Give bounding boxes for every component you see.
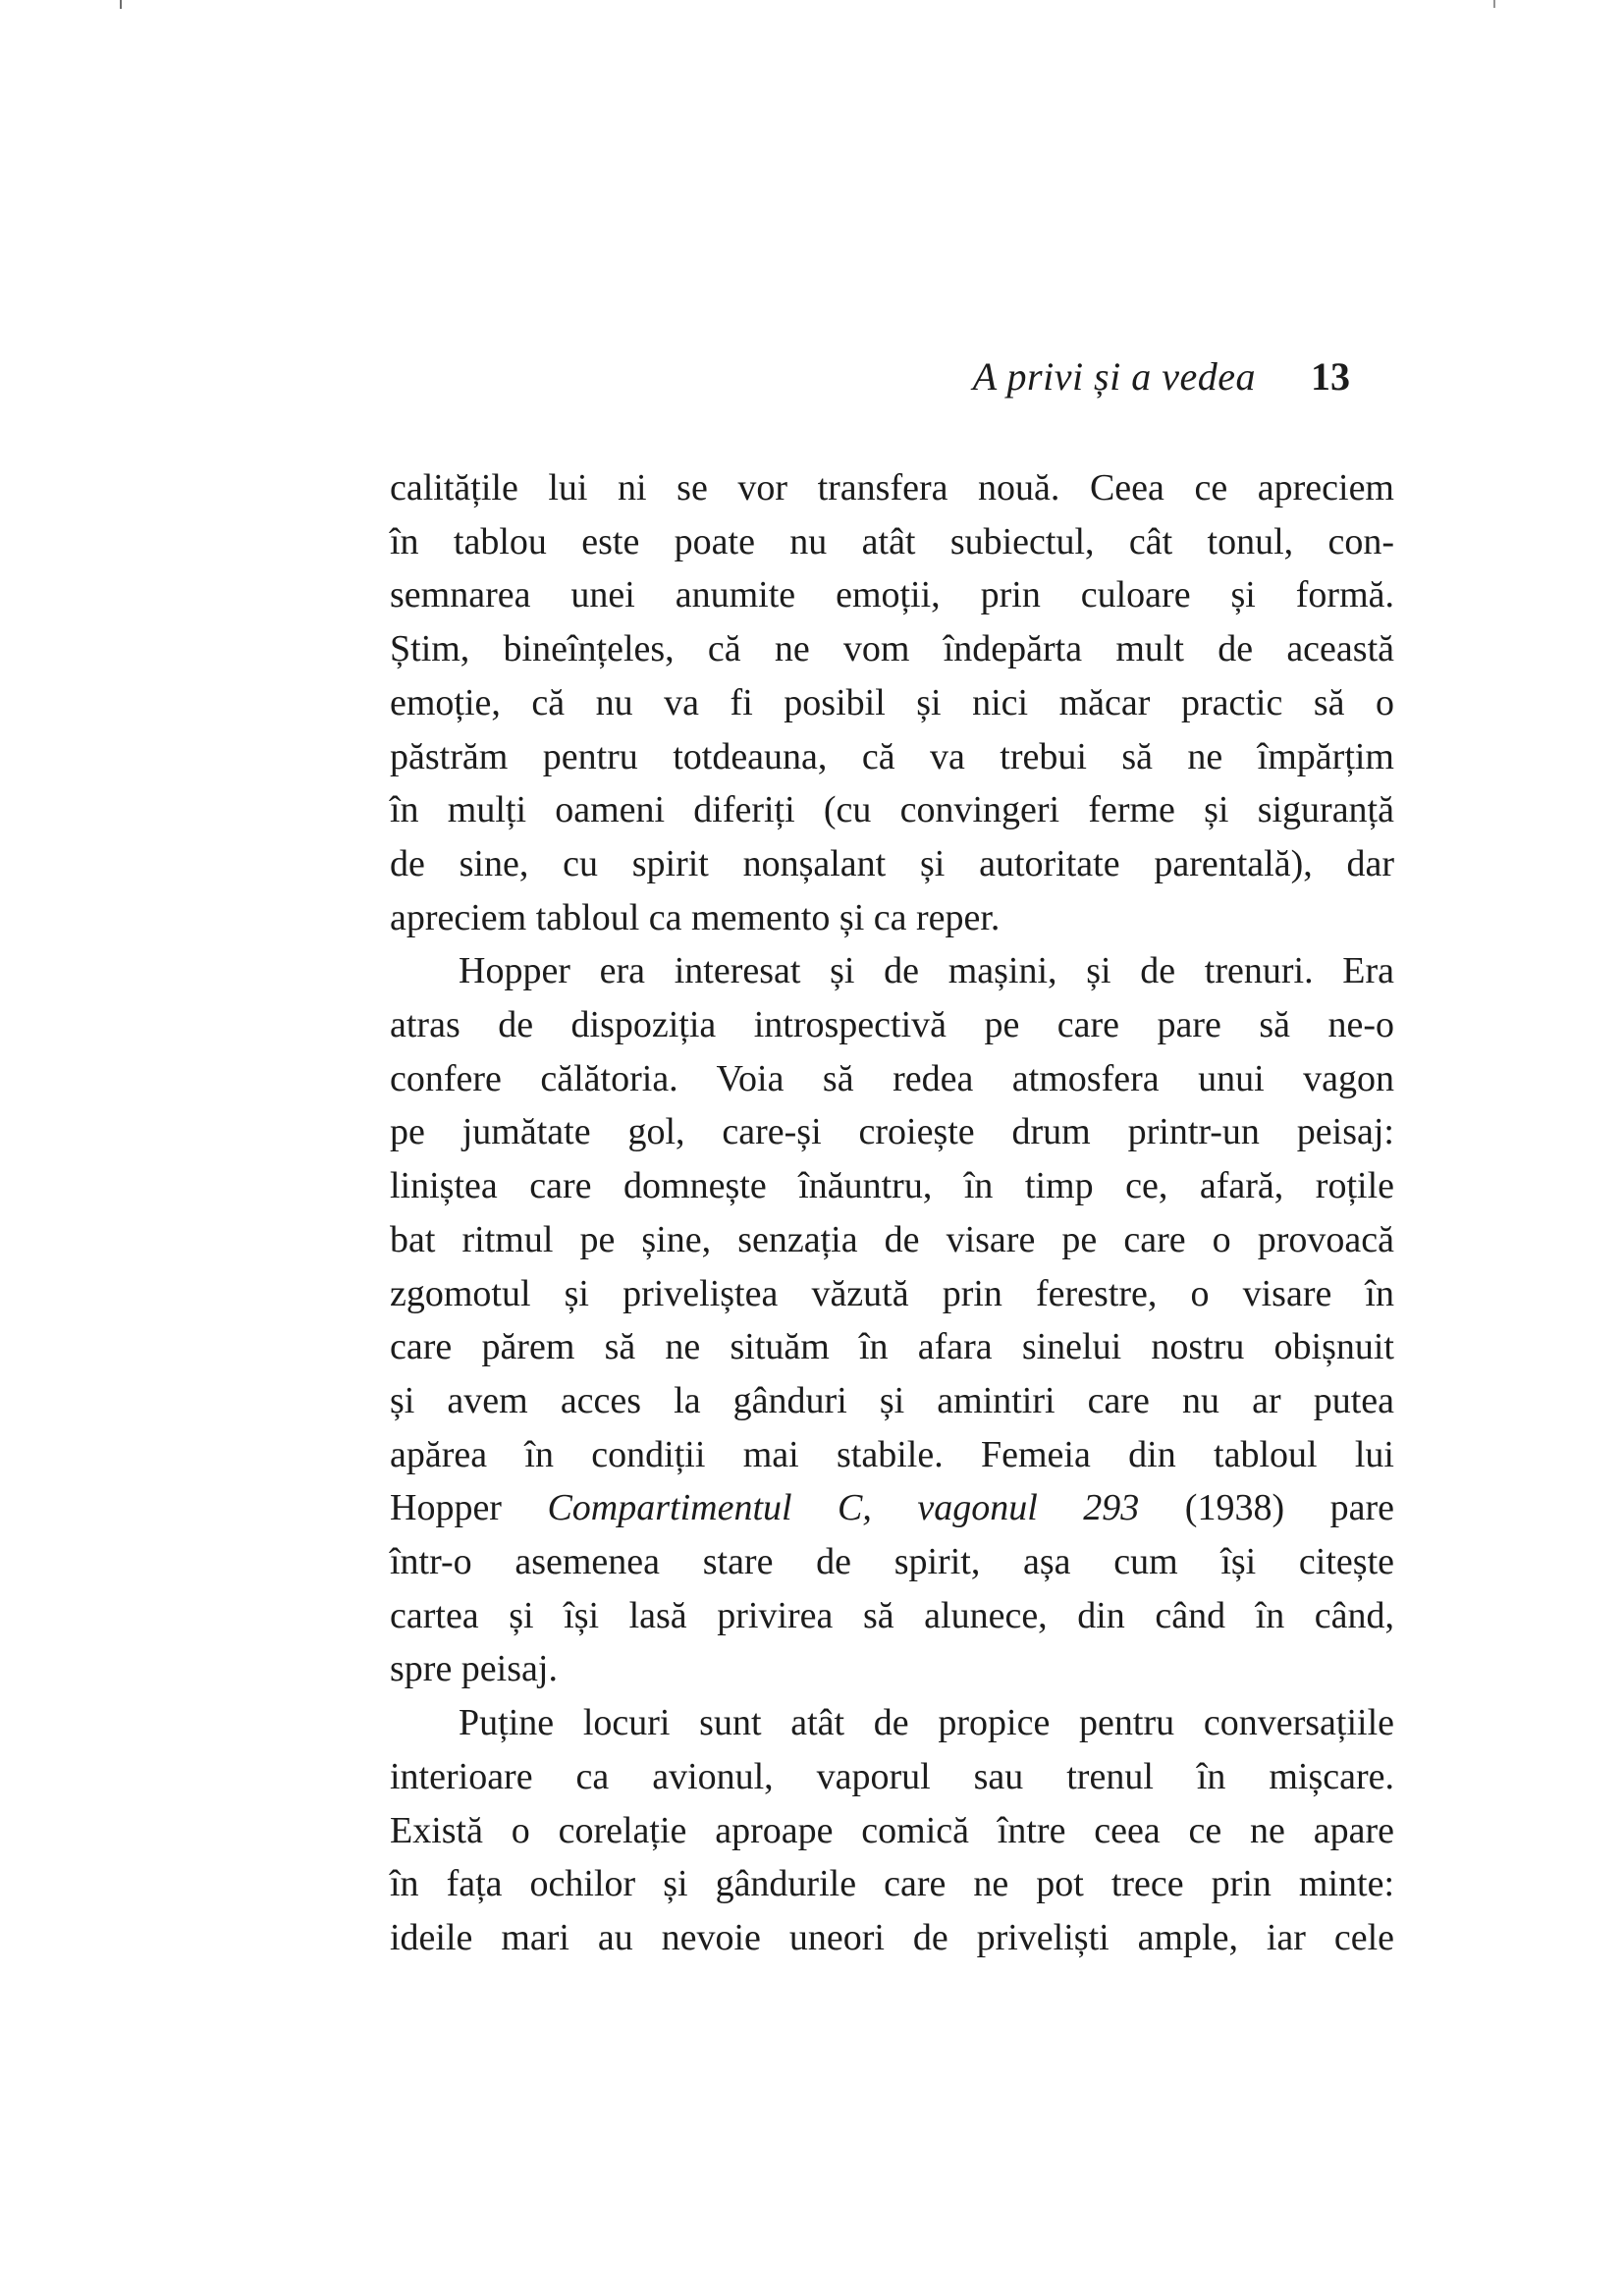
running-header (390, 353, 1394, 400)
text-line: Există o corelație aproape comică între ceea ce ne apare (390, 1809, 1394, 1851)
text-line: și avem acces la gânduri și amintiri care nu ar putea (390, 1379, 1394, 1421)
text-line: apărea în condiții mai stabile. Femeia din tabloul lui (390, 1433, 1394, 1475)
text-line: păstrăm pentru totdeauna, că va trebui să ne împărțim (390, 735, 1394, 777)
text-line: ideile mari au nevoie uneori de priveliști ample, iar cele (390, 1916, 1394, 1958)
text-line: care părem să ne situăm în afara sinelui nostru obișnuit (390, 1326, 1394, 1368)
running-title: A privi și a vedea (972, 354, 1256, 399)
painting-title: Compartimentul C, vagonul 293 (547, 1487, 1140, 1529)
text-line: emoție, că nu va fi posibil și nici măcar practic să o (390, 681, 1394, 723)
text-line: apreciem tabloul ca memento și ca reper. (390, 896, 1001, 938)
page-number: 13 (1311, 354, 1350, 399)
text-line: calitățile lui ni se vor transfera nouă. Ceea ce apreciem (390, 467, 1394, 508)
body-text (390, 461, 1394, 1965)
text-line: în fața ochilor și gândurile care ne pot trece prin minte: (390, 1863, 1394, 1905)
paragraph-1 (390, 461, 1394, 944)
text-line: spre peisaj. (390, 1648, 558, 1690)
text-line: semnarea unei anumite emoții, prin culoare și formă. (390, 574, 1394, 616)
text-line: cartea și își lasă privirea să alunece, din când în când, (390, 1594, 1394, 1636)
paragraph-2 (390, 944, 1394, 1696)
text-line: atras de dispoziția introspectivă pe care pare să ne-o (390, 1004, 1394, 1046)
text-line: într-o asemenea stare de spirit, așa cum își citește (390, 1541, 1394, 1583)
text-line: Puține locuri sunt atât de propice pentru conversațiile (459, 1702, 1394, 1744)
text-line: Știm, bineînțeles, că ne vom îndepărta mult de această (390, 628, 1394, 670)
text-line: în mulți oameni diferiți (cu convingeri ferme și siguranță (390, 789, 1394, 831)
text-line: bat ritmul pe șine, senzația de visare pe care o provoacă (390, 1218, 1394, 1260)
text-line: Hopper era interesat și de mașini, și de trenuri. Era (459, 950, 1394, 992)
text-line: de sine, cu spirit nonșalant și autoritate parentală), dar (390, 842, 1394, 884)
text-line: în tablou este poate nu atât subiectul, cât tonul, con- (390, 520, 1394, 562)
crop-mark-left (120, 0, 122, 9)
text-segment: Hopper (390, 1487, 548, 1529)
paragraph-3 (390, 1696, 1394, 1965)
crop-mark-right (1493, 0, 1495, 8)
text-line: liniștea care domnește înăuntru, în timp ce, afară, roțile (390, 1165, 1394, 1207)
text-line: pe jumătate gol, care-și croiește drum printr-un peisaj: (390, 1111, 1394, 1153)
text-line: interioare ca avionul, vaporul sau trenul în mișcare. (390, 1755, 1394, 1797)
text-line: zgomotul și priveliștea văzută prin ferestre, o visare în (390, 1272, 1394, 1314)
text-line-with-title (390, 1481, 1394, 1535)
text-segment: (1938) pare (1139, 1487, 1394, 1529)
text-line: confere călătoria. Voia să redea atmosfera unui vagon (390, 1057, 1394, 1099)
